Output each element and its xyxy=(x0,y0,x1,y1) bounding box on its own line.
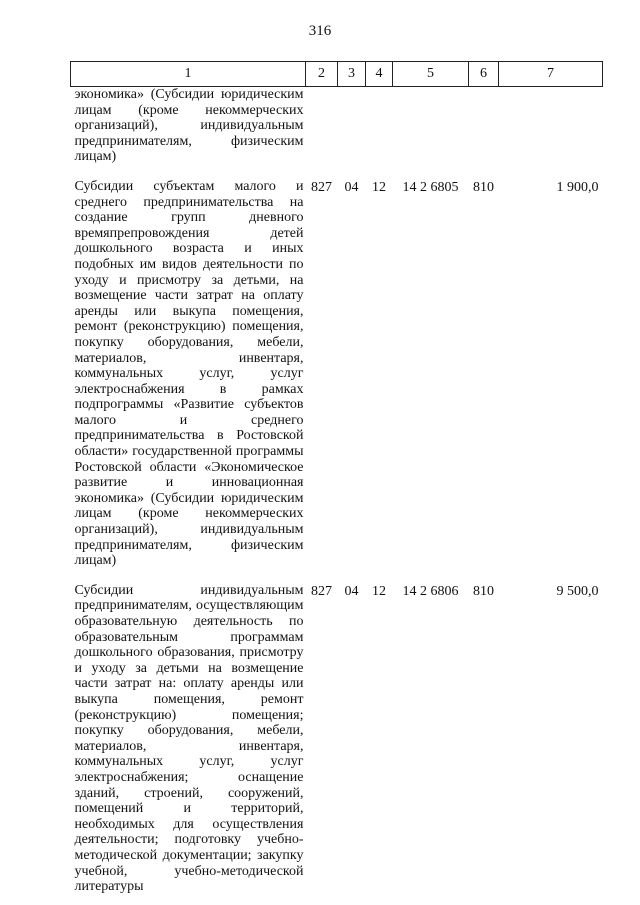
column-header: 7 xyxy=(499,62,603,87)
cell-target-article xyxy=(393,87,469,165)
cell-target-article: 14 2 6805 xyxy=(402,179,459,195)
column-header: 5 xyxy=(393,62,469,87)
column-header: 2 xyxy=(306,62,338,87)
table-row xyxy=(71,583,603,895)
row-spacer xyxy=(71,569,603,583)
table-row xyxy=(71,87,603,165)
table-header-row xyxy=(71,62,603,87)
cell-target-article: 14 2 6806 xyxy=(402,583,459,599)
budget-table xyxy=(70,61,603,895)
cell-amount: 9 500,0 xyxy=(556,583,599,599)
row-spacer xyxy=(71,165,603,179)
column-header: 6 xyxy=(469,62,499,87)
cell-section: 04 xyxy=(344,179,359,195)
cell-ministry xyxy=(306,87,338,165)
cell-subsection: 12 xyxy=(372,179,386,195)
cell-amount: 1 900,0 xyxy=(556,179,599,195)
cell-section xyxy=(338,87,366,165)
row-description: экономика» (Субсидии юридическим лицам (кроме некоммерческих организаций), индивидуальным предпринимателям, физическим лицам) xyxy=(74,87,304,165)
cell-ministry: 827 xyxy=(311,583,332,599)
page-number: 316 xyxy=(308,23,332,39)
column-header: 4 xyxy=(366,62,393,87)
column-header: 1 xyxy=(71,62,306,87)
row-description: Субсидии субъектам малого и среднего предпринимательства на создание групп дневного времяпрепровождения детей дошкольного возраста и иных подобных им видов деятельности по уходу и присмотру за детьми, на возмещение части затрат на оплату аренды или выкупа помещения, ремонт (реконструкцию) помещения, покупку оборудования, мебели, материалов, инвентаря, коммунальных услуг, услуг электроснабжения в рамках подпрограммы «Развитие субъектов малого и среднего предпринимательства в Ростовской области» государственной программы Ростовской области «Экономическое развитие и инновационная экономика» (Субсидии юридическим лицам (кроме некоммерческих организаций), индивидуальным предпринимателям, физическим лицам) xyxy=(74,178,304,569)
row-description: Субсидии индивидуальным предпринимателям, осуществляющим образовательную деятельность по образовательным программам дошкольного образования, присмотру и уходу за детьми на возмещение части затрат на: оплату аренды или выкупа помещения, ремонт (реконструкцию) помещения; покупку оборудования, мебели, материалов, инвентаря, коммунальных услуг, услуг электроснабжения; оснащение зданий, строений, сооружений, помещений и территорий, необходимых для осуществления деятельности; подготовку учебно-методической документации; закупку учебной, учебно-методической литературы xyxy=(74,582,304,895)
table-row xyxy=(71,179,603,569)
cell-expense-type xyxy=(469,87,499,165)
cell-section: 04 xyxy=(344,583,359,599)
column-header: 3 xyxy=(338,62,366,87)
cell-subsection xyxy=(366,87,393,165)
cell-amount xyxy=(499,87,603,165)
cell-expense-type: 810 xyxy=(473,179,494,195)
cell-subsection: 12 xyxy=(372,583,386,599)
cell-ministry: 827 xyxy=(311,179,332,195)
cell-expense-type: 810 xyxy=(473,583,494,599)
